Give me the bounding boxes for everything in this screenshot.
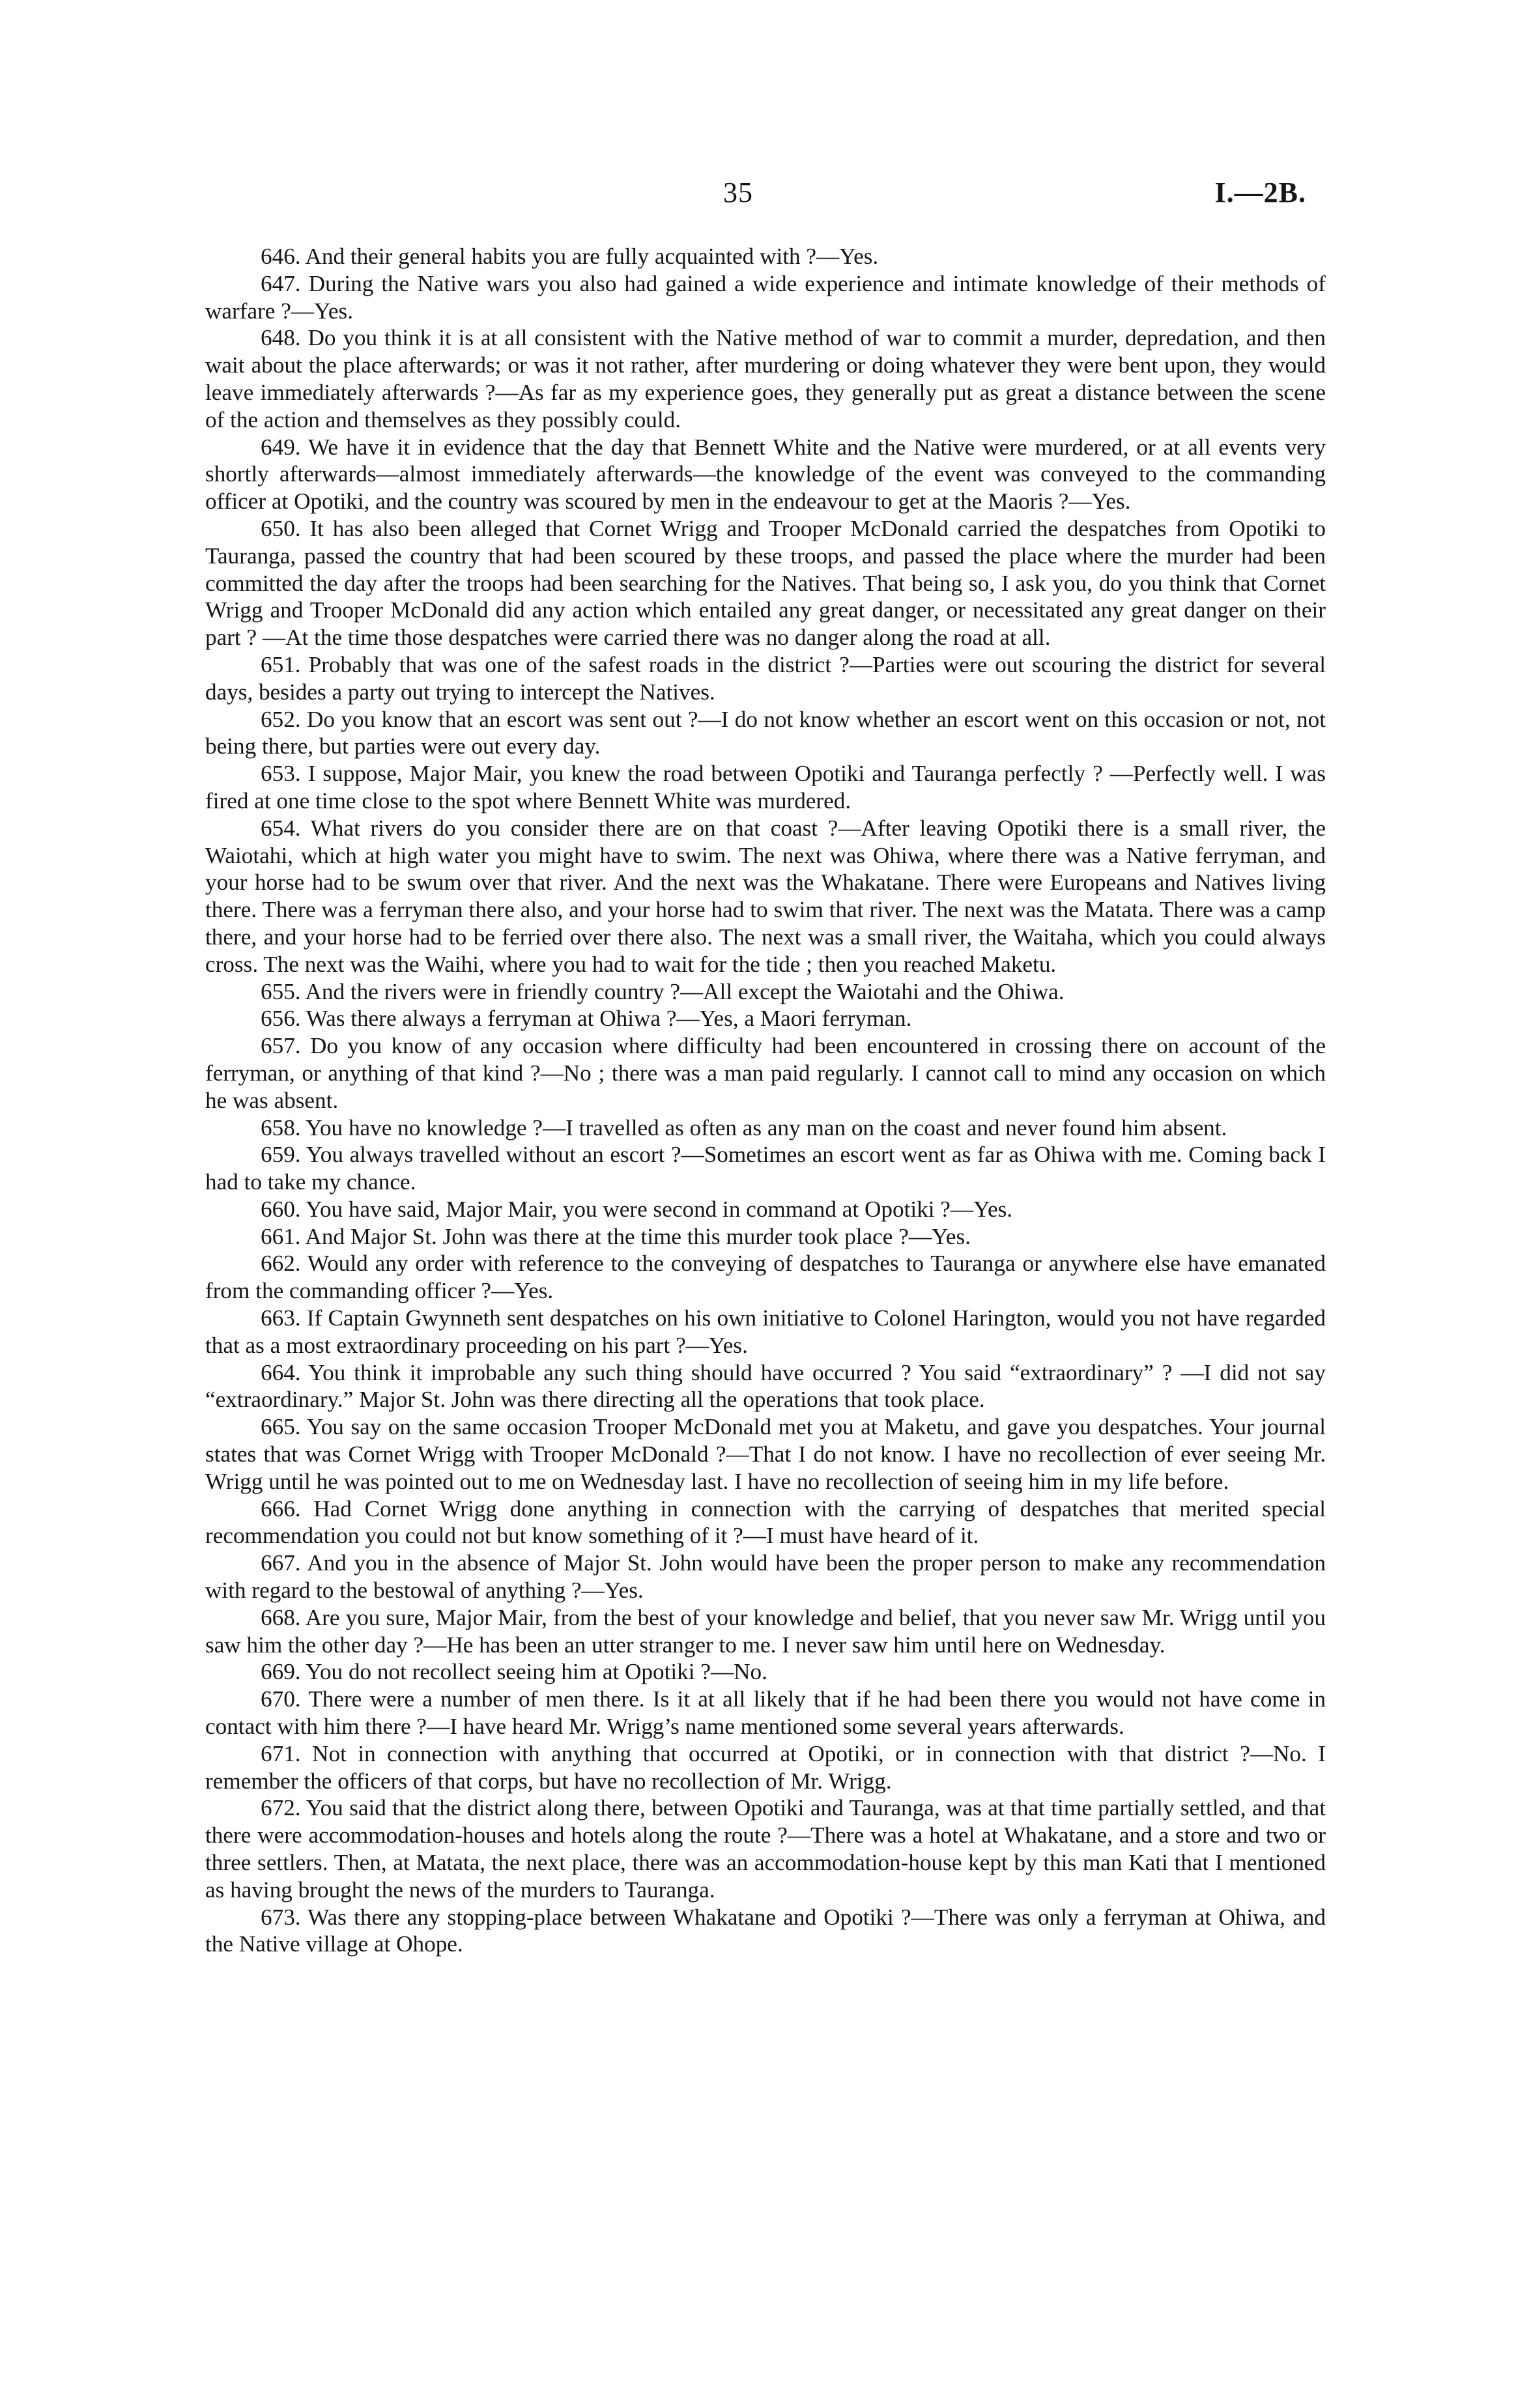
- question-659: 659. You always travelled without an escort ?—Sometimes an escort went as far as Ohiwa with me. Coming back I had to take my chance.: [205, 1142, 1326, 1195]
- question-664: 664. You think it improbable any such thing should have occurred ? You said “extraordinary” ? —I did not say “extraordinary.” Major St. John was there directing all the operations that took place.: [205, 1359, 1326, 1413]
- question-654: 654. What rivers do you consider there are on that coast ?—After leaving Opotiki there is a small river, the Waiotahi, which at high water you might have to swim. The next was Ohiwa, where there was a Native ferryman, and your horse had to be swum over that river. And the next was the Whakatane. There were Europeans and Natives living there. There was a ferryman there also, and your horse had to swim that river. The next was the Matata. There was a camp there, and your horse had to be ferried over there also. The next was a small river, the Waitaha, which you could always cross. The next was the Waihi, where you had to wait for the tide ; then you reached Maketu.: [205, 815, 1326, 977]
- question-663: 663. If Captain Gwynneth sent despatches on his own initiative to Colonel Harington, would you not have regarded that as a most extraordinary proceeding on his part ?—Yes.: [205, 1305, 1326, 1358]
- question-650: 650. It has also been alleged that Cornet Wrigg and Trooper McDonald carried the despatches from Opotiki to Tauranga, passed the country that had been scoured by these troops, and passed the place where the murder had been committed the day after the troops had been searching for the Natives. That being so, I ask you, do you think that Cornet Wrigg and Trooper McDonald did any action which entailed any great danger, or necessitated any great danger on their part ? —At the time those despatches were carried there was no danger along the road at all.: [205, 515, 1326, 651]
- question-655: 655. And the rivers were in friendly country ?—All except the Waiotahi and the Ohiwa.: [261, 978, 1065, 1004]
- question-672: 672. You said that the district along there, between Opotiki and Tauranga, was at that time partially settled, and that there were accommodation-houses and hotels along the route ?—There was a hotel at Whakatane, and a store and two or three settlers. Then, at Matata, the next place, there was an accommodation-house kept by this man Kati that I mentioned as having brought the news of the murders to Tauranga.: [205, 1795, 1326, 1903]
- question-647: 647. During the Native wars you also had gained a wide experience and intimate knowledge of their methods of warfare ?—Yes.: [205, 270, 1326, 324]
- question-657: 657. Do you know of any occasion where difficulty had been encountered in crossing there on account of the ferryman, or anything of that kind ?—No ; there was a man paid regularly. I cannot call to mind any occasion on which he was absent.: [205, 1033, 1326, 1113]
- question-661: 661. And Major St. John was there at the time this murder took place ?—Yes.: [261, 1223, 971, 1249]
- evidence-transcript: [205, 243, 1326, 1958]
- question-656: 656. Was there always a ferryman at Ohiwa ?—Yes, a Maori ferryman.: [261, 1006, 912, 1032]
- question-666: 666. Had Cornet Wrigg done anything in connection with the carrying of despatches that merited special recommendation you could not but know something of it ?—I must have heard of it.: [205, 1495, 1326, 1549]
- question-670: 670. There were a number of men there. Is it at all likely that if he had been there you would not have come in contact with him there ?—I have heard Mr. Wrigg’s name mentioned some several years afterwards.: [205, 1686, 1326, 1740]
- question-673: 673. Was there any stopping-place between Whakatane and Opotiki ?—There was only a ferryman at Ohiwa, and the Native village at Ohope.: [205, 1904, 1326, 1957]
- question-646: 646. And their general habits you are fully acquainted with ?—Yes.: [261, 244, 879, 269]
- page-header: [0, 176, 1516, 221]
- question-668: 668. Are you sure, Major Mair, from the best of your knowledge and belief, that you never saw Mr. Wrigg until you saw him the other day ?—He has been an utter stranger to me. I never saw him until here on Wednesday.: [205, 1604, 1326, 1658]
- question-649: 649. We have it in evidence that the day that Bennett White and the Native were murdered, or at all events very shortly afterwards—almost immediately afterwards—the knowledge of the event was conveyed to the commanding officer at Opotiki, and the country was scoured by men in the endeavour to get at the Maoris ?—Yes.: [205, 434, 1326, 515]
- question-667: 667. And you in the absence of Major St. John would have been the proper person to make any recommendation with regard to the bestowal of anything ?—Yes.: [205, 1550, 1326, 1604]
- page-number: 35: [723, 177, 753, 208]
- question-660: 660. You have said, Major Mair, you were second in command at Opotiki ?—Yes.: [261, 1196, 1013, 1222]
- question-658: 658. You have no knowledge ?—I travelled as often as any man on the coast and never found him absent.: [261, 1114, 1227, 1140]
- question-662: 662. Would any order with reference to the conveying of despatches to Tauranga or anywhere else have emanated from the commanding officer ?—Yes.: [205, 1251, 1326, 1304]
- question-665: 665. You say on the same occasion Trooper McDonald met you at Maketu, and gave you despatches. Your journal states that was Cornet Wrigg with Trooper McDonald ?—That I do not know. I have no recollection of ever seeing Mr. Wrigg until he was pointed out to me on Wednesday last. I have no recollection of seeing him in my life before.: [205, 1414, 1326, 1494]
- document-reference: I.—2B.: [1214, 177, 1306, 208]
- question-671: 671. Not in connection with anything that occurred at Opotiki, or in connection with that district ?—No. I remember the officers of that corps, but have no recollection of Mr. Wrigg.: [205, 1740, 1326, 1794]
- question-648: 648. Do you think it is at all consistent with the Native method of war to commit a murder, depredation, and then wait about the place afterwards; or was it not rather, after murdering or doing whatever they were bent upon, they would leave immediately afterwards ?—As far as my experience goes, they generally put as great a distance between the scene of the action and themselves as they possibly could.: [205, 325, 1326, 432]
- question-652: 652. Do you know that an escort was sent out ?—I do not know whether an escort went on this occasion or not, not being there, but parties were out every day.: [205, 706, 1326, 759]
- question-653: 653. I suppose, Major Mair, you knew the road between Opotiki and Tauranga perfectly ? —Perfectly well. I was fired at one time close to the spot where Bennett White was murdered.: [205, 761, 1326, 814]
- question-669: 669. You do not recollect seeing him at Opotiki ?—No.: [261, 1659, 767, 1685]
- question-651: 651. Probably that was one of the safest roads in the district ?—Parties were out scouring the district for several days, besides a party out trying to intercept the Natives.: [205, 651, 1326, 705]
